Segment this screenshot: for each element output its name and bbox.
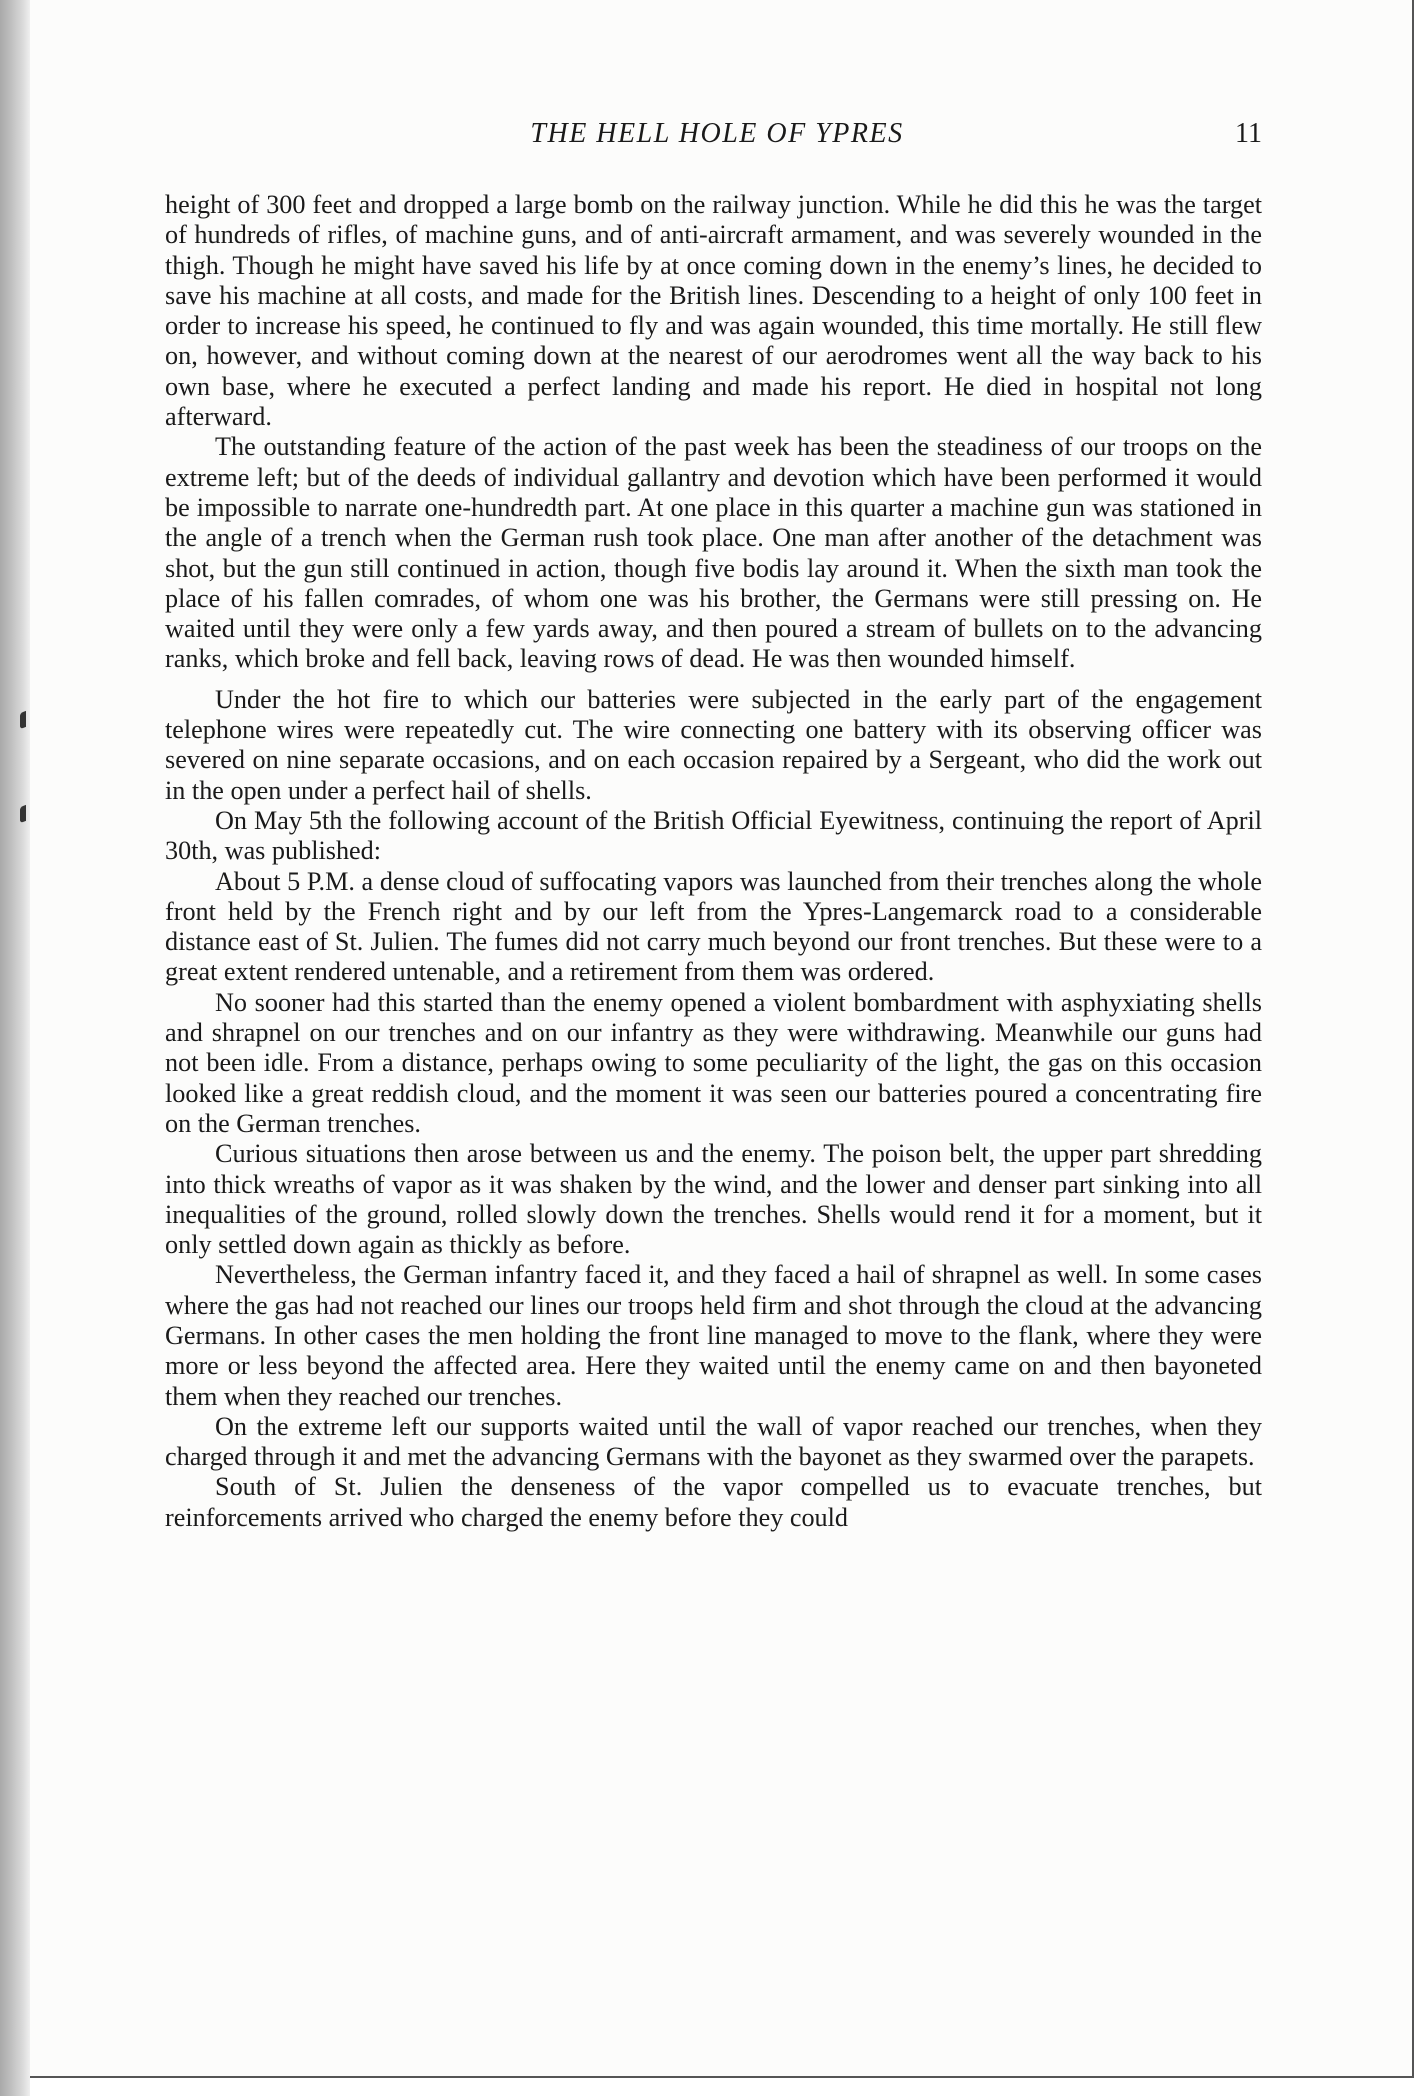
paragraph: On the extreme left our supports waited until the wall of vapor reached our trenches, when they charged through it and met the advancing Germans with the bayonet as they swarmed over the parapets.: [165, 1411, 1262, 1472]
paragraph: Under the hot fire to which our batteries were subjected in the early part of the engagement telephone wires were repeatedly cut. The wire connecting one battery with its observing officer was severed on nine separate occasions, and on each occasion repaired by a Sergeant, who did the work out in the open under a perfect hail of shells.: [165, 684, 1262, 805]
margin-mark: [20, 805, 26, 823]
paragraph: No sooner had this started than the enemy opened a violent bombardment with asphyxiating shells and shrapnel on our trenches and on our infantry as they were withdrawing. Meanwhile our guns had not been idle. From a distance, perhaps owing to some peculiarity of the light, the gas on this occasion looked like a great reddish cloud, and the moment it was seen our batteries poured a concentrating fire on the German trenches.: [165, 987, 1262, 1138]
paragraph: Nevertheless, the German infantry faced it, and they faced a hail of shrapnel as well. In some cases where the gas had not reached our lines our troops held firm and shot through the cloud at the advancing Germans. In other cases the men holding the front line managed to move to the flank, where they were more or less beyond the affected area. Here they waited until the enemy came on and then bayoneted them when they reached our trenches.: [165, 1260, 1262, 1411]
paragraph: Curious situations then arose between us and the enemy. The poison belt, the upper part shredding into thick wreaths of vapor as it was shaken by the wind, and the lower and denser part sinking into all inequalities of the ground, rolled slowly down the trenches. Shells would rend it for a moment, but it only settled down again as thickly as before.: [165, 1139, 1262, 1260]
page-number: 11: [1235, 118, 1262, 149]
body-text: [165, 190, 1262, 1533]
running-title: THE HELL HOLE OF YPRES: [530, 118, 904, 149]
book-binding-shadow: [0, 0, 30, 2096]
paragraph: height of 300 feet and dropped a large bomb on the railway junction. While he did this he was the target of hundreds of rifles, of machine guns, and of anti-aircraft armament, and was severely wounded in the thigh. Though he might have saved his life by at once coming down in the enemy’s lines, he decided to save his machine at all costs, and made for the British lines. Descending to a height of only 100 feet in order to increase his speed, he continued to fly and was again wounded, this time mortally. He still flew on, however, and without coming down at the nearest of our aerodromes went all the way back to his own base, where he executed a perfect landing and made his report. He died in hospital not long afterward.: [165, 190, 1262, 432]
paragraph: About 5 P.M. a dense cloud of suffocating vapors was launched from their trenches along the whole front held by the French right and by our left from the Ypres-Langemarck road to a considerable distance east of St. Julien. The fumes did not carry much beyond our front trenches. But these were to a great extent rendered untenable, and a retirement from them was ordered.: [165, 866, 1262, 987]
paragraph: The outstanding feature of the action of the past week has been the steadiness of our troops on the extreme left; but of the deeds of individual gallantry and devotion which have been performed it would be impossible to narrate one-hundredth part. At one place in this quarter a machine gun was stationed in the angle of a trench when the German rush took place. One man after another of the detachment was shot, but the gun still continued in action, though five bodis lay around it. When the sixth man took the place of his fallen comrades, of whom one was his brother, the Germans were still pressing on. He waited until they were only a few yards away, and then poured a stream of bullets on to the advancing ranks, which broke and fell back, leaving rows of dead. He was then wounded himself.: [165, 432, 1262, 674]
book-page: [30, 0, 1414, 2078]
margin-mark: [20, 711, 26, 729]
running-head: [172, 118, 1262, 152]
paragraph: South of St. Julien the denseness of the vapor compelled us to evacuate trenches, but reinforcements arrived who charged the enemy before they could: [165, 1472, 1262, 1532]
paragraph: On May 5th the following account of the British Official Eyewitness, continuing the report of April 30th, was published:: [165, 805, 1262, 866]
